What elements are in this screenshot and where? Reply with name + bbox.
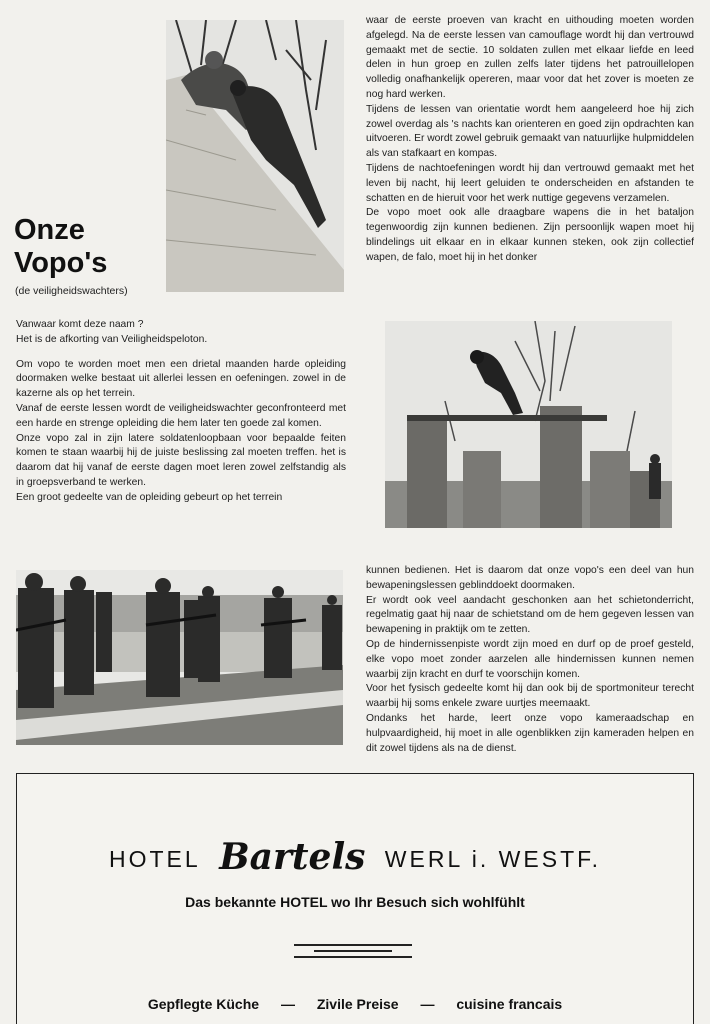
- photo-wall-climb: [166, 20, 344, 292]
- ad-separator: —: [280, 996, 295, 1012]
- paragraph: Op de hindernissenpiste wordt zijn moed en durf op de proef gesteld, elke vopo moet zonder aarzelen alle hindernissen kunnen nemen waarbij zijn kracht en durf te voorschijn komen.: [366, 638, 694, 680]
- ad-divider: [314, 950, 392, 952]
- ad-services: [17, 996, 693, 1012]
- paragraph: Het is de afkorting van Veiligheidspeloton.: [16, 333, 208, 345]
- paragraph: Er wordt ook veel aandacht geschonken aan het schietonderricht, regelmatig gaat hij naar de schietstand om de hem gegeven lessen van bewapening in praktijk om te zetten.: [366, 594, 694, 636]
- photo-obstacle-course: [385, 321, 672, 528]
- ad-brand-logo: Bartels: [219, 836, 366, 878]
- ad-location: WERL i. WESTF.: [384, 846, 602, 872]
- title-line-1: Onze: [14, 214, 85, 246]
- ad-service-prices: Zivile Preise: [316, 996, 399, 1012]
- ad-divider: [294, 956, 412, 958]
- paragraph: Voor het fysisch gedeelte komt hij dan ook bij de sportmoniteur terecht waarbij hij soms enkele zware uurtjes meemaakt.: [366, 683, 694, 710]
- paragraph: De vopo moet ook alle draagbare wapens die in het bataljon tegenwoordig zijn kunnen bedienen. Zijn persoonlijk wapen moet hij blindelings uit elkaar en in elkaar kunnen steken, ook zijn collectief wapen, de falo, moet hij in het donker: [366, 207, 694, 263]
- ad-hotel-label: HOTEL: [108, 846, 200, 872]
- ad-service-cuisine: Gepflegte Küche: [147, 996, 260, 1012]
- right-column-top-text: [366, 14, 694, 266]
- paragraph: Vanaf de eerste lessen wordt de veiligheidswachter geconfronteerd met een harde en strenge opleiding die hem later ten goede zal komen.: [16, 402, 346, 429]
- ad-tagline: Das bekannte HOTEL wo Ihr Besuch sich wohlfühlt: [185, 894, 525, 910]
- hotel-advertisement: [16, 773, 694, 1024]
- ad-service-french: cuisine francais: [456, 996, 563, 1012]
- paragraph: Om vopo te worden moet men een drietal maanden harde opleiding doormaken welke bestaat uit allerlei lessen en oefeningen. zowel in de kazerne als op het terrein.: [16, 358, 346, 400]
- left-column-text: [16, 318, 346, 506]
- ad-headline: [17, 836, 693, 878]
- title-line-2: Vopo's: [14, 247, 108, 279]
- ad-divider: [294, 944, 412, 946]
- paragraph: waar de eerste proeven van kracht en uithouding moeten worden afgelegd. Na de eerste lessen van camouflage wordt hij dan vertrouwd gemaakt met de sectie. 10 soldaten zullen met elkaar liefde en leed delen in hun groep en zullen zelfs later tijdens het patrouillelopen volledig onafhankelijk opereren, maar voor dat het zover is moeten ze nog hard werken.: [366, 15, 694, 100]
- paragraph: Onze vopo zal in zijn latere soldatenloopbaan voor bepaalde feiten komen te staan waarbij hij de juiste beslissing zal moeten treffen. het is daarom dat hij vanaf de eerste dagen moet leren zowel zelfstandig als in groepsverband te werken.: [16, 432, 346, 488]
- article-subtitle: (de veiligheidswachters): [15, 285, 128, 297]
- photo-soldiers-marching: [16, 570, 343, 745]
- paragraph: Een groot gedeelte van de opleiding gebeurt op het terrein: [16, 491, 283, 503]
- paragraph: Vanwaar komt deze naam ?: [16, 319, 144, 330]
- paragraph: Tijdens de nachtoefeningen wordt hij dan vertrouwd gemaakt met het leven bij nacht, hij leert geluiden te onderscheiden en afstanden te schatten en de hieruit voor het werk nuttige gegevens verzamelen.: [366, 162, 694, 204]
- paragraph: Tijdens de lessen van orientatie wordt hem aangeleerd hoe hij zich zowel overdag als 's nachts kan orienteren en goed zijn opdrachten kan uitvoeren. Er wordt zowel gebruik gemaakt van natuurlijke hulpmiddelen als van stafkaart en kompas.: [366, 103, 694, 160]
- right-column-bottom-text: [366, 564, 694, 756]
- ad-separator: —: [420, 996, 435, 1012]
- paragraph: kunnen bedienen. Het is daarom dat onze vopo's een deel van hun bewapeningslessen geblinddoekt doormaken.: [366, 565, 694, 591]
- paragraph: Ondanks het harde, leert onze vopo kameraadschap en hulpvaardigheid, hij moet in alle ogenblikken zijn kameraden helpen en dit zowel tijdens als na de dienst.: [366, 712, 694, 754]
- article-title: [14, 214, 107, 280]
